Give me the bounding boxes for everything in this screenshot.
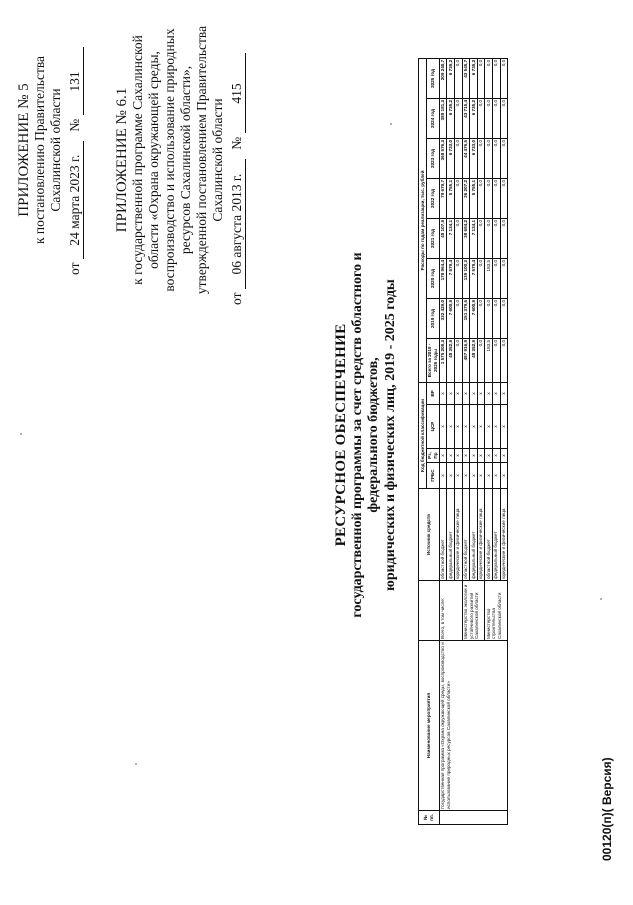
year-value-cell: 0,0 [477,258,485,298]
year-value-cell: 139 100,3 [462,258,470,298]
total-value-cell: 0,0 [492,338,500,382]
appendix-6-1-date-line [229,15,246,305]
title-main: РЕСУРСНОЕ ОБЕСПЕЧЕНИЕ [333,323,349,547]
year-value-cell: 0,0 [477,298,485,338]
appendix-5-line1: к постановлению Правительства [32,55,47,245]
year-value-cell: 0,0 [500,178,508,218]
year-value-cell: 6 733,0 [470,138,478,178]
code-cell: x [439,463,447,489]
appendix-6-1-line6: Сахалинской области [210,98,225,222]
appendix-5-no: № [67,118,82,132]
year-value-cell: 0,0 [492,298,500,338]
source-cell: федеральный бюджет [447,489,455,581]
code-cell: x [485,449,493,463]
header-rzpr: Рз, Пр [426,449,439,463]
appendix-6-1-date: 06 августа 2013 г. [229,159,246,289]
appendix-5-date: 24 марта 2023 г. [67,141,84,259]
source-cell: областной бюджет [462,489,470,581]
code-cell: x [447,463,455,489]
year-value-cell: 0,0 [485,58,493,98]
scan-speck [390,123,392,125]
appendix-6-1-title: ПРИЛОЖЕНИЕ № 6.1 [114,87,130,233]
year-value-cell: 0,0 [500,138,508,178]
year-value-cell: 0,0 [454,258,462,298]
year-value-cell: 5 755,1 [447,178,455,218]
appendix-6-1-block [114,15,246,305]
code-cell: x [492,382,500,404]
year-value-cell: 44 476,5 [462,138,470,178]
appendix-5-number: 131 [67,48,84,116]
header-source: Источник средств [419,489,440,581]
appendix-6-1-no: № [229,136,244,150]
total-value-cell: 487 916,9 [462,338,470,382]
header-csr: ЦСР [426,405,439,449]
title-line3: юридических и физических лиц, 2019 - 2025 годы [382,279,398,591]
year-value-cell: 0,0 [454,298,462,338]
program-name-cell: Государственная программа «Охрана окружающей среды, воспроизводство и использование природных ресурсов Сахалинской области» [439,641,507,811]
appendix-6-1-line3: воспроизводство и использование природных [162,28,177,292]
header-year: 2021 год [426,218,439,258]
code-cell: x [454,382,462,404]
code-cell: x [485,463,493,489]
code-cell: x [500,382,508,404]
document-title [333,225,399,645]
source-cell: федеральный бюджет [470,489,478,581]
header-year: 2020 год [426,258,439,298]
code-cell: x [439,449,447,463]
year-value-cell: 6 735,2 [447,98,455,138]
year-value-cell: 388 181,3 [439,98,447,138]
year-value-cell: 7 600,9 [447,298,455,338]
year-value-cell: 6 735,2 [447,58,455,98]
year-value-cell: 6 735,2 [470,98,478,138]
scan-speck [600,598,602,600]
code-cell: x [454,405,462,449]
total-value-cell: 48 352,9 [447,338,455,382]
footer-version: 00120(п)( Версия) [600,757,614,861]
year-value-cell: 209 240,7 [439,58,447,98]
total-value-cell: 0,0 [477,338,485,382]
appendix-5-title: ПРИЛОЖЕНИЕ № 5 [16,83,32,217]
total-value-cell: 0,0 [500,338,508,382]
year-value-cell: 332 429,0 [439,298,447,338]
code-cell: x [477,463,485,489]
appendix-6-1-line4: ресурсов Сахалинской области», [178,65,193,255]
year-value-cell: 0,0 [485,298,493,338]
appendix-6-1-line5: утвержденной постановлением Правительства [194,25,209,295]
year-value-cell: 0,0 [454,98,462,138]
year-value-cell: 79 679,7 [439,178,447,218]
code-cell: x [492,405,500,449]
executor-cell: Министерство экологии и устойчивого развития Сахалинской области [462,581,485,641]
appendix-5-block [16,25,84,275]
source-cell: федеральный бюджет [492,489,500,581]
year-value-cell: 5 755,1 [470,178,478,218]
code-cell: x [462,463,470,489]
code-cell: x [477,449,485,463]
year-value-cell: 43 545,7 [462,58,470,98]
year-value-cell: 0,0 [477,58,485,98]
header-year: 2024 год [426,98,439,138]
code-cell: x [485,382,493,404]
year-value-cell: 7 579,4 [470,258,478,298]
year-value-cell: 0,0 [500,298,508,338]
year-value-cell: 0,0 [485,178,493,218]
appendix-6-1-ot: от [229,292,244,305]
appendix-6-1-line2: области «Охрана окружающей среды, [146,51,161,269]
source-cell: областной бюджет [439,489,447,581]
scan-speck [135,763,137,765]
total-value-cell: 48 352,9 [470,338,478,382]
year-value-cell: 0,0 [454,58,462,98]
header-year: 2019 год [426,298,439,338]
code-cell: x [439,405,447,449]
code-cell: x [462,405,470,449]
year-value-cell: 7 134,1 [447,218,455,258]
code-cell: x [470,382,478,404]
year-value-cell: 0,0 [492,218,500,258]
header-code: Код бюджетной классификации [419,382,427,488]
year-value-cell: 0,0 [454,218,462,258]
year-value-cell: 0,0 [477,98,485,138]
code-cell: x [447,382,455,404]
source-cell: юридические и физические лица [500,489,508,581]
code-cell: x [477,405,485,449]
title-line2: государственной программы за счет средств областного и федерального бюджетов, [349,252,381,618]
header-name: Наименование мероприятия [419,641,440,811]
executor-cell: Министерство строительства Сахалинской области [485,581,508,641]
header-num: № пп. [419,811,440,825]
year-value-cell: 151 379,6 [462,298,470,338]
year-value-cell: 0,0 [477,138,485,178]
executor-cell: Всего, в том числе: [439,581,462,641]
year-value-cell: 0,0 [485,98,493,138]
year-value-cell: 38 694,2 [462,218,470,258]
year-value-cell: 0,0 [500,98,508,138]
table-row [439,58,447,824]
appendix-5-line2: Сахалинской области [48,88,63,212]
code-cell: x [500,449,508,463]
year-value-cell: 0,0 [500,218,508,258]
code-cell: x [439,382,447,404]
source-cell: юридические и физические лица [477,489,485,581]
code-cell: x [462,449,470,463]
code-cell: x [470,463,478,489]
year-value-cell: 0,0 [454,138,462,178]
header-year: 2022 год [426,178,439,218]
appendix-5-ot: от [67,262,82,275]
year-value-cell: 0,0 [477,178,485,218]
year-value-cell: 43 715,4 [462,98,470,138]
total-value-cell: 0,0 [454,338,462,382]
year-value-cell: 0,0 [492,258,500,298]
year-value-cell: 0,0 [477,218,485,258]
code-cell: x [485,405,493,449]
code-cell: x [470,449,478,463]
appendix-6-1-number: 415 [229,54,246,134]
year-value-cell: 0,0 [492,98,500,138]
code-cell: x [477,382,485,404]
header-grbs: ГРБС [426,463,439,489]
resource-table [418,58,508,825]
year-value-cell: 0,0 [454,178,462,218]
header-year: 2023 год [426,138,439,178]
source-cell: областной бюджет [485,489,493,581]
code-cell: x [500,405,508,449]
source-cell: юридические и физические лица [454,489,462,581]
code-cell: x [500,463,508,489]
year-value-cell: 6 735,2 [470,58,478,98]
year-value-cell: 6 733,0 [447,138,455,178]
year-value-cell: 178 964,4 [439,258,447,298]
code-cell: x [470,405,478,449]
header-blank [419,581,440,641]
header-spend: Расходы по годам реализации, тыс. рублей [419,58,427,382]
year-value-cell: 0,0 [500,58,508,98]
appendix-6-1-line1: к государственной программе Сахалинской [130,35,145,285]
year-value-cell: 368 576,3 [439,138,447,178]
code-cell: x [447,405,455,449]
year-value-cell: 0,0 [492,138,500,178]
scan-speck [20,433,22,435]
appendix-5-date-line [67,25,84,275]
total-value-cell: 1 575 208,3 [439,338,447,382]
code-cell: x [447,449,455,463]
row-number-cell [439,811,507,825]
header-year: 2025 год [426,58,439,98]
year-value-cell: 0,0 [485,218,493,258]
total-value-cell: 183,5 [485,338,493,382]
year-value-cell: 7 579,4 [447,258,455,298]
code-cell: x [492,449,500,463]
year-value-cell: 0,0 [500,258,508,298]
code-cell: x [492,463,500,489]
year-value-cell: 7 600,9 [470,298,478,338]
header-vr: ВР [426,382,439,404]
year-value-cell: 0,0 [492,178,500,218]
year-value-cell: 0,0 [492,58,500,98]
header-total: Всего за 2019 - 2025 годы [426,338,439,382]
code-cell: x [462,382,470,404]
year-value-cell: 7 134,1 [470,218,478,258]
year-value-cell: 36 207,2 [462,178,470,218]
year-value-cell: 0,0 [485,138,493,178]
code-cell: x [454,463,462,489]
code-cell: x [454,449,462,463]
year-value-cell: 48 107,9 [439,218,447,258]
year-value-cell: 183,5 [485,258,493,298]
table-header-row-1 [419,58,427,824]
